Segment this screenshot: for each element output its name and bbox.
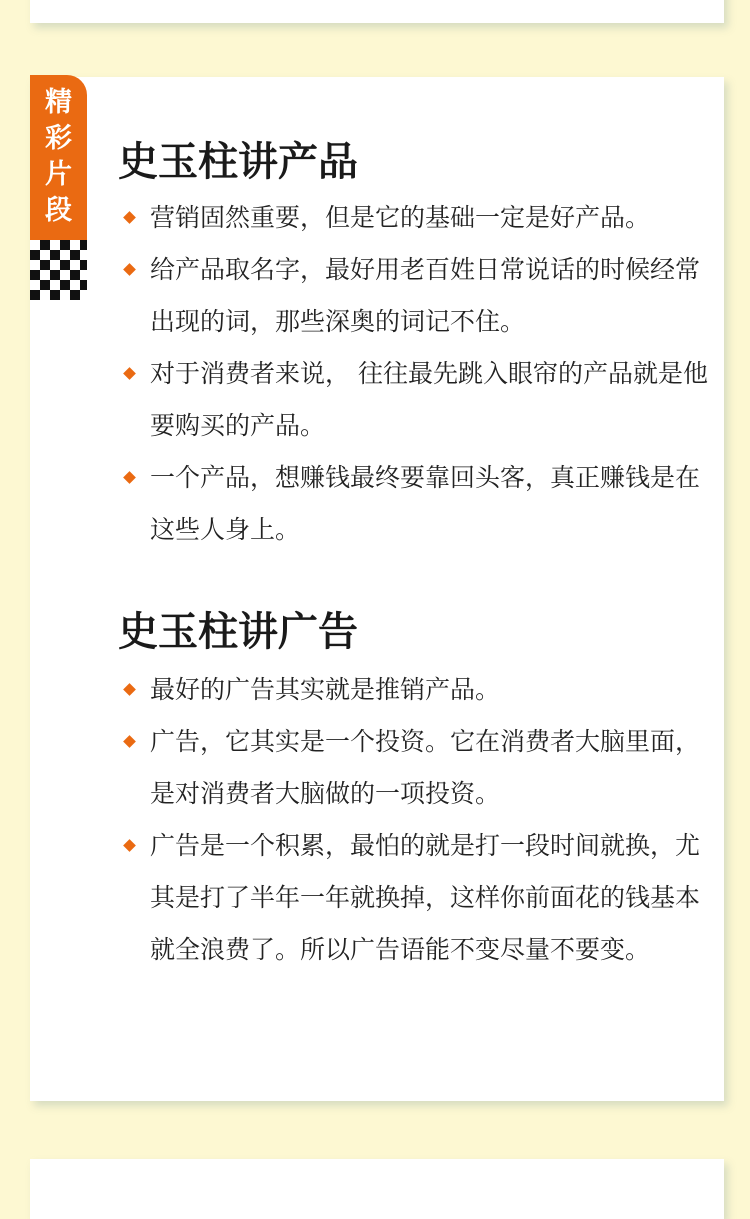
tag-char: 段: [45, 195, 72, 226]
product-quote-list: [118, 192, 708, 556]
list-item: 广告是一个积累，最怕的就是打一段时间就换，尤其是打了半年一年就换掉，这样你前面花的钱基本就全浪费了。所以广告语能不变尽量不要变。: [118, 820, 708, 976]
advertising-quote-list: [118, 664, 708, 976]
diamond-bullet-icon: [123, 263, 136, 276]
next-card: [30, 1159, 724, 1219]
diamond-bullet-icon: [123, 735, 136, 748]
list-item: 最好的广告其实就是推销产品。: [118, 664, 708, 716]
list-item: 营销固然重要，但是它的基础一定是好产品。: [118, 192, 708, 244]
tag-label: [30, 85, 87, 229]
previous-card: [30, 0, 724, 23]
tag-char: 彩: [45, 123, 72, 154]
list-item: 广告，它其实是一个投资。它在消费者大脑里面，是对消费者大脑做的一项投资。: [118, 716, 708, 820]
list-item: 一个产品，想赚钱最终要靠回头客，真正赚钱是在这些人身上。: [118, 452, 708, 556]
tag-char: 精: [45, 87, 72, 118]
highlight-tag: [30, 75, 87, 300]
diamond-bullet-icon: [123, 471, 136, 484]
checkered-flag-pattern: [30, 240, 87, 300]
list-item: 给产品取名字，最好用老百姓日常说话的时候经常出现的词，那些深奥的词记不住。: [118, 244, 708, 348]
diamond-bullet-icon: [123, 367, 136, 380]
diamond-bullet-icon: [123, 211, 136, 224]
tag-char: 片: [45, 159, 72, 190]
diamond-bullet-icon: [123, 839, 136, 852]
list-item: 对于消费者来说， 往往最先跳入眼帘的产品就是他要购买的产品。: [118, 348, 708, 452]
diamond-bullet-icon: [123, 683, 136, 696]
section-title-advertising: 史玉柱讲广告: [118, 609, 358, 655]
section-title-product: 史玉柱讲产品: [118, 139, 358, 185]
